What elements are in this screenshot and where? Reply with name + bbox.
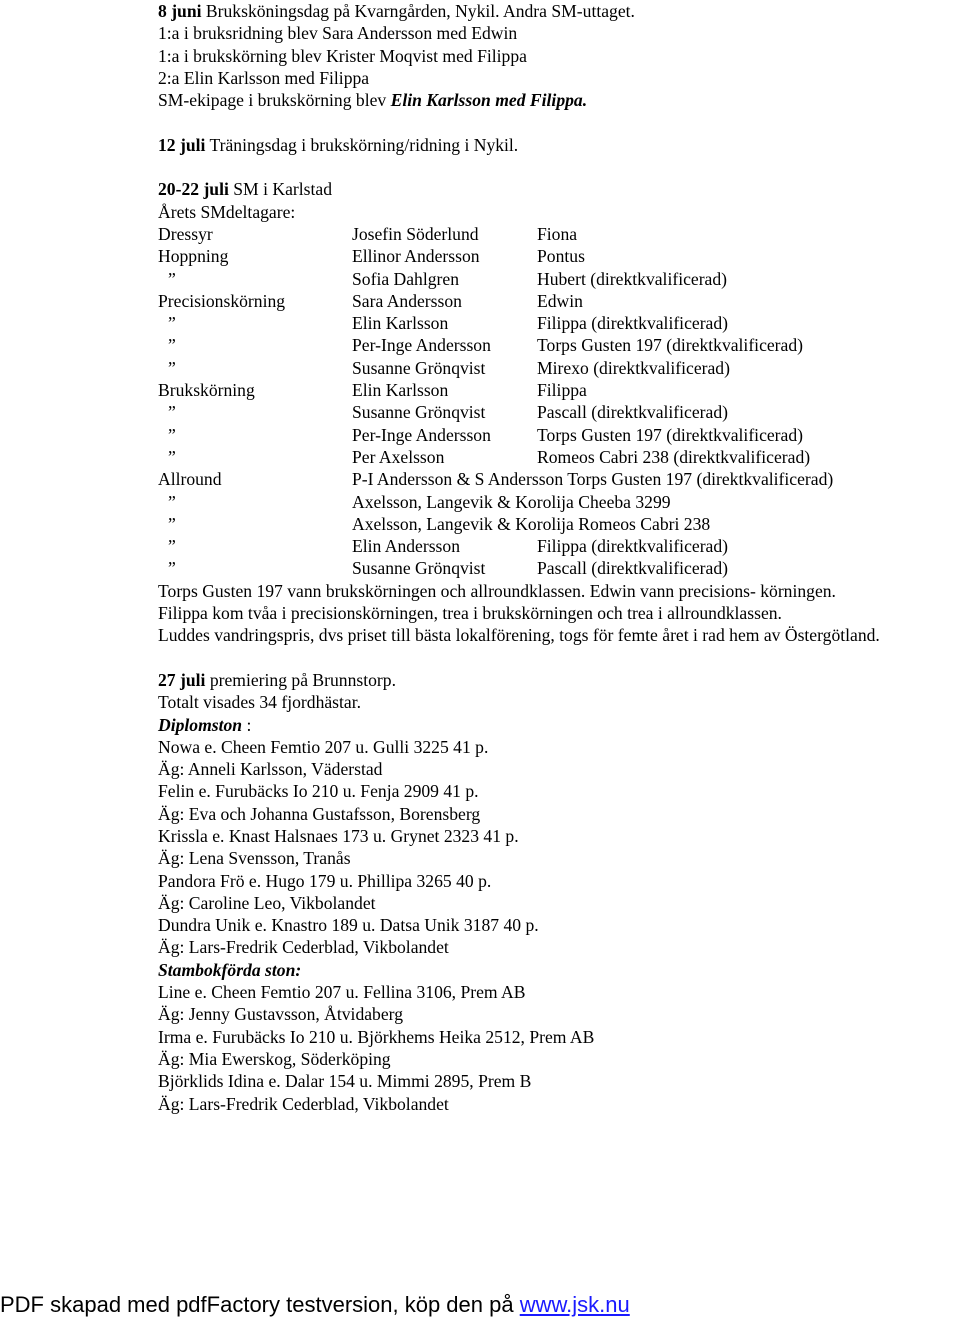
allround-row <box>158 491 958 513</box>
discipline-cell: Allround <box>158 469 222 490</box>
allround-row <box>158 513 958 535</box>
horse-cell: Fiona <box>537 223 578 244</box>
result-line: Luddes vandringspris, dvs priset till bästa lokalförening, togs för femte året i rad hem av Östergötland. <box>158 625 880 646</box>
diplom-line: Krissla e. Knast Halsnaes 173 u. Grynet 2323 41 p. <box>158 825 519 846</box>
document-page <box>158 0 958 1115</box>
discipline-cell: ” <box>168 313 176 334</box>
discipline-cell: ” <box>168 558 176 579</box>
allround-table-2 <box>158 535 958 580</box>
diplom-line: Äg: Anneli Karlsson, Väderstad <box>158 759 383 780</box>
diplom-line: Äg: Eva och Johanna Gustafsson, Borensberg <box>158 803 481 824</box>
person-cell: Elin Karlsson <box>352 313 449 334</box>
june8-date: 8 juni <box>158 1 202 21</box>
discipline-cell: Hoppning <box>158 246 229 267</box>
discipline-cell: ” <box>168 357 176 378</box>
july12-heading <box>158 134 958 156</box>
discipline-cell: ” <box>168 536 176 557</box>
july12-date: 12 juli <box>158 134 206 155</box>
footer-link[interactable]: www.jsk.nu <box>519 1292 630 1317</box>
participant-row <box>158 379 958 401</box>
june8-line: 1:a i brukskörning blev Krister Moqvist med Filippa <box>158 45 527 66</box>
july12-text: Träningsdag i brukskörning/ridning i Nykil. <box>205 134 519 155</box>
person-cell: Susanne Grönqvist <box>352 558 486 579</box>
discipline-cell: ” <box>168 513 176 534</box>
horse-cell: Pontus <box>537 246 585 267</box>
participant-row <box>158 334 958 356</box>
diplom-line: Dundra Unik e. Knastro 189 u. Datsa Unik 3187 40 p. <box>158 915 539 936</box>
july20-text: SM i Karlstad <box>228 179 332 200</box>
horse-cell: Filippa (direktkvalificerad) <box>537 313 729 334</box>
diplom-suffix: : <box>242 714 252 735</box>
person-cell: Per-Inge Andersson <box>352 424 491 445</box>
july27-total: Totalt visades 34 fjordhästar. <box>158 692 362 713</box>
stambok-line: Björklids Idina e. Dalar 154 u. Mimmi 2895, Prem B <box>158 1071 532 1092</box>
footer-text: PDF skapad med pdfFactory testversion, köp den på <box>0 1292 520 1317</box>
sm-prefix: SM-ekipage i brukskörning blev <box>158 90 391 111</box>
allround-row <box>158 535 958 557</box>
participant-row <box>158 446 958 468</box>
stambok-line: Äg: Lars-Fredrik Cederblad, Vikbolandet <box>158 1093 449 1114</box>
person-cell: Elin Andersson <box>352 536 461 557</box>
horse-cell: Edwin <box>537 290 583 311</box>
july20-subheading: Årets SMdeltagare: <box>158 201 296 222</box>
july27-text: premiering på Brunnstorp. <box>205 669 396 690</box>
allround-row <box>158 468 958 490</box>
participant-row <box>158 401 958 423</box>
discipline-cell: ” <box>168 446 176 467</box>
diplom-line: Äg: Lars-Fredrik Cederblad, Vikbolandet <box>158 937 449 958</box>
person-cell: Sara Andersson <box>352 290 462 311</box>
june8-sm-result <box>158 89 958 111</box>
participant-row <box>158 245 958 267</box>
team-cell: Axelsson, Langevik & Korolija Cheeba 3299 <box>352 491 671 512</box>
july20-date: 20-22 juli <box>158 179 229 200</box>
pdf-footer <box>0 1291 630 1319</box>
june8-line: 2:a Elin Karlsson med Filippa <box>158 67 370 88</box>
june8-title: Bruksköningsdag på Kvarngården, Nykil. Andra SM-uttaget. <box>201 1 635 21</box>
diplom-label: Diplomston <box>158 714 243 735</box>
discipline-cell: ” <box>168 424 176 445</box>
discipline-cell: ” <box>168 402 176 423</box>
person-cell: Elin Karlsson <box>352 380 449 401</box>
person-cell: Susanne Grönqvist <box>352 402 486 423</box>
horse-cell: Romeos Cabri 238 (direktkvalificerad) <box>537 446 811 467</box>
diplom-line: Felin e. Furubäcks Io 210 u. Fenja 2909 41 p. <box>158 781 479 802</box>
june8-heading <box>158 0 958 22</box>
person-cell: Ellinor Andersson <box>352 246 480 267</box>
team-cell: P-I Andersson & S Andersson Torps Gusten 197 (direktkvalificerad) <box>352 469 834 490</box>
result-line: Torps Gusten 197 vann brukskörningen och allroundklassen. Edwin vann precisions- körningen. <box>158 580 836 601</box>
participant-row <box>158 357 958 379</box>
horse-cell: Torps Gusten 197 (direktkvalificerad) <box>537 335 804 356</box>
horse-cell: Pascall (direktkvalificerad) <box>537 402 728 423</box>
participant-row <box>158 290 958 312</box>
discipline-cell: ” <box>168 335 176 356</box>
diplom-line: Äg: Caroline Leo, Vikbolandet <box>158 892 376 913</box>
june8-line: 1:a i bruksridning blev Sara Andersson med Edwin <box>158 23 518 44</box>
person-cell: Per-Inge Andersson <box>352 335 491 356</box>
stambok-line: Äg: Mia Ewerskog, Söderköping <box>158 1048 391 1069</box>
person-cell: Sofia Dahlgren <box>352 268 459 289</box>
diplom-line: Äg: Lena Svensson, Tranås <box>158 848 351 869</box>
participant-row <box>158 424 958 446</box>
discipline-cell: Brukskörning <box>158 380 255 401</box>
stambok-line: Line e. Cheen Femtio 207 u. Fellina 3106, Prem AB <box>158 982 526 1003</box>
july27-heading <box>158 669 958 691</box>
diplom-list <box>158 736 958 959</box>
horse-cell: Filippa (direktkvalificerad) <box>537 536 729 557</box>
discipline-cell: ” <box>168 491 176 512</box>
diplom-line: Nowa e. Cheen Femtio 207 u. Gulli 3225 41 p. <box>158 736 489 757</box>
stambok-line: Irma e. Furubäcks Io 210 u. Björkhems Heika 2512, Prem AB <box>158 1026 595 1047</box>
result-line: Filippa kom tvåa i precisionskörningen, trea i brukskörningen och trea i allroundklassen. <box>158 603 782 624</box>
allround-row <box>158 557 958 579</box>
stambok-list <box>158 981 958 1115</box>
diplom-heading <box>158 714 958 736</box>
horse-cell: Filippa <box>537 380 587 401</box>
person-cell: Josefin Söderlund <box>352 223 479 244</box>
participant-row <box>158 223 958 245</box>
participant-row <box>158 268 958 290</box>
discipline-cell: Dressyr <box>158 223 213 244</box>
stambok-heading: Stambokförda ston: <box>158 959 302 980</box>
horse-cell: Mirexo (direktkvalificerad) <box>537 357 730 378</box>
allround-table <box>158 468 958 535</box>
diplom-line: Pandora Frö e. Hugo 179 u. Phillipa 3265 40 p. <box>158 870 492 891</box>
person-cell: Susanne Grönqvist <box>352 357 486 378</box>
horse-cell: Pascall (direktkvalificerad) <box>537 558 728 579</box>
horse-cell: Torps Gusten 197 (direktkvalificerad) <box>537 424 804 445</box>
sm-result: Elin Karlsson med Filippa. <box>390 90 588 111</box>
discipline-cell: Precisionskörning <box>158 290 286 311</box>
horse-cell: Hubert (direktkvalificerad) <box>537 268 728 289</box>
july20-heading <box>158 178 958 200</box>
july27-date: 27 juli <box>158 669 206 690</box>
discipline-cell: ” <box>168 268 176 289</box>
team-cell: Axelsson, Langevik & Korolija Romeos Cabri 238 <box>352 513 711 534</box>
participant-row <box>158 312 958 334</box>
person-cell: Per Axelsson <box>352 446 445 467</box>
sm-participants-table <box>158 223 958 468</box>
stambok-line: Äg: Jenny Gustavsson, Åtvidaberg <box>158 1004 403 1025</box>
